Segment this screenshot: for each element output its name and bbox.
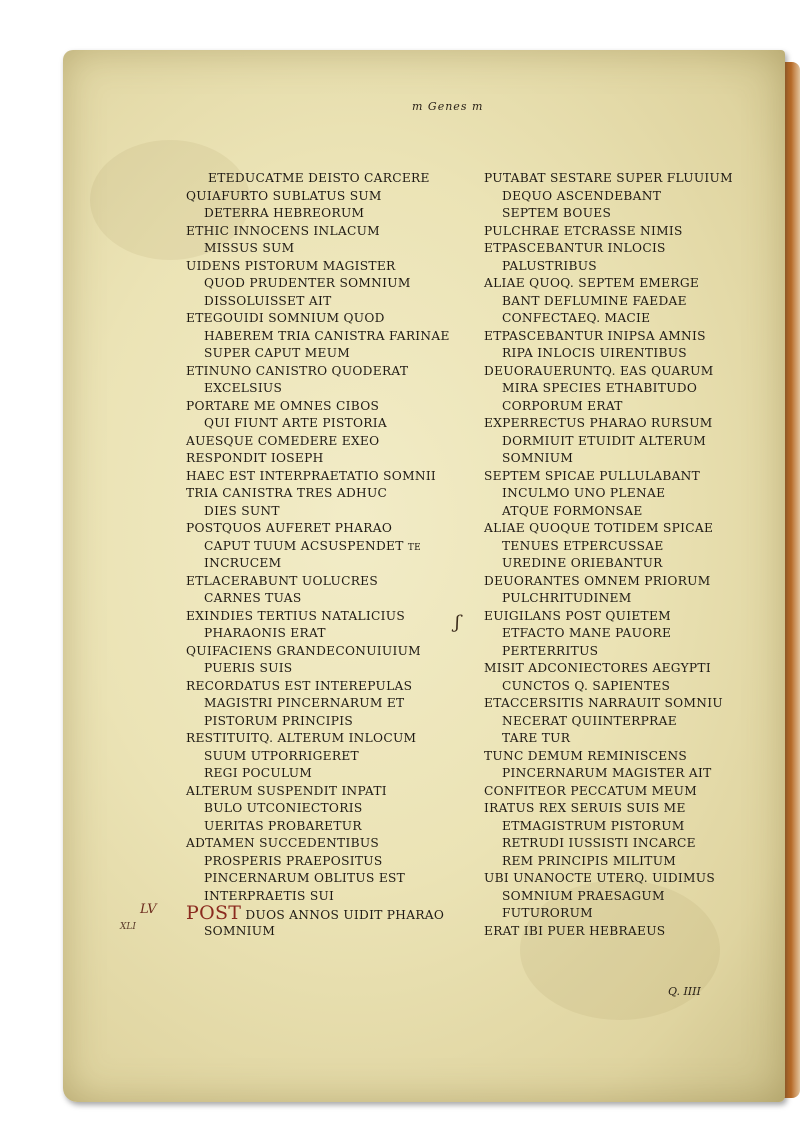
text-line: HABEREM TRIA CANISTRA FARINAE bbox=[204, 328, 450, 343]
rubricated-line bbox=[186, 902, 476, 924]
text-line: ALIAE QUOQUE TOTIDEM SPICAE bbox=[484, 521, 714, 535]
text-line: CORPORUM ERAT bbox=[502, 398, 623, 413]
text-line: MIRA SPECIES ETHABITUDO bbox=[502, 381, 698, 395]
text-line: INCRUCEM bbox=[204, 556, 282, 570]
text-line-rest: DUOS ANNOS UIDIT PHARAO bbox=[241, 908, 445, 922]
text-line: PORTARE ME OMNES CIBOS bbox=[186, 398, 380, 413]
text-line: ETFACTO MANE PAUORE bbox=[502, 626, 672, 640]
text-line: BULO UTCONIECTORIS bbox=[204, 801, 363, 815]
text-line: ATQUE FORMONSAE bbox=[502, 503, 643, 518]
text-line: RIPA INLOCIS UIRENTIBUS bbox=[502, 346, 687, 360]
text-line: DORMIUIT ETUIDIT ALTERUM bbox=[502, 433, 707, 448]
text-line: ETPASCEBANTUR INIPSA AMNIS bbox=[484, 328, 706, 343]
text-line: NECERAT QUIINTERPRAE bbox=[502, 713, 677, 728]
text-line: SUUM UTPORRIGERET bbox=[204, 748, 359, 763]
text-line: DETERRA HEBREORUM bbox=[204, 206, 365, 220]
text-line: DEQUO ASCENDEBANT bbox=[502, 188, 662, 203]
text-line: PROSPERIS PRAEPOSITUS bbox=[204, 853, 383, 868]
text-line: UERITAS PROBARETUR bbox=[204, 818, 362, 833]
text-line: PINCERNARUM MAGISTER AIT bbox=[502, 766, 712, 780]
text-line: RESTITUITQ. ALTERUM INLOCUM bbox=[186, 731, 417, 745]
text-line: REM PRINCIPIS MILITUM bbox=[502, 853, 677, 868]
right-text-column bbox=[484, 170, 774, 940]
text-line: QUIAFURTO SUBLATUS SUM bbox=[186, 188, 382, 203]
left-text-column bbox=[186, 170, 476, 940]
running-head: m Genes m bbox=[412, 100, 484, 113]
text-line: CONFITEOR PECCATUM MEUM bbox=[484, 783, 697, 798]
text-line: QUOD PRUDENTER SOMNIUM bbox=[204, 276, 411, 290]
text-line: PUERIS SUIS bbox=[204, 661, 293, 675]
text-line: TUNC DEMUM REMINISCENS bbox=[484, 748, 688, 763]
text-line: ADTAMEN SUCCEDENTIBUS bbox=[186, 836, 380, 850]
text-line: PISTORUM PRINCIPIS bbox=[204, 713, 354, 728]
text-line: INCULMO UNO PLENAE bbox=[502, 486, 666, 500]
text-line: MISIT ADCONIECTORES AEGYPTI bbox=[484, 661, 711, 675]
text-line: PULCHRAE ETCRASSE NIMIS bbox=[484, 223, 683, 238]
text-line: UREDINE ORIEBANTUR bbox=[502, 556, 663, 570]
text-line: EXINDIES TERTIUS NATALICIUS bbox=[186, 608, 406, 623]
text-line: MAGISTRI PINCERNARUM ET bbox=[204, 696, 405, 710]
text-line: ETPASCEBANTUR INLOCIS bbox=[484, 241, 666, 255]
rubric-initial: POST bbox=[186, 902, 242, 924]
text-line: SEPTEM SPICAE PULLULABANT bbox=[484, 468, 701, 483]
text-line: DEUORAUERUNTQ. EAS QUARUM bbox=[484, 363, 714, 378]
text-line: PERTERRITUS bbox=[502, 643, 599, 658]
text-line: CAPUT TUUM ACSUSPENDET te bbox=[204, 538, 422, 553]
text-line: ETEGOUIDI SOMNIUM QUOD bbox=[186, 311, 385, 325]
text-line: DIES SUNT bbox=[204, 503, 280, 518]
text-line: MISSUS SUM bbox=[204, 241, 295, 255]
text-line: INTERPRAETIS SUI bbox=[204, 888, 335, 903]
text-line: TRIA CANISTRA TRES ADHUC bbox=[186, 486, 388, 500]
text-line: TENUES ETPERCUSSAE bbox=[502, 538, 664, 553]
text-line: ETEDUCATME DEISTO CARCERE bbox=[208, 171, 430, 185]
text-line: PUTABAT SESTARE SUPER FLUUIUM bbox=[484, 171, 733, 185]
text-line: RECORDATUS EST INTEREPULAS bbox=[186, 678, 413, 693]
text-line: POSTQUOS AUFERET PHARAO bbox=[186, 521, 393, 535]
text-line: CUNCTOS Q. SAPIENTES bbox=[502, 678, 671, 693]
text-line: ETACCERSITIS NARRAUIT SOMNIU bbox=[484, 696, 723, 710]
text-line: EUIGILANS POST QUIETEM bbox=[484, 608, 671, 623]
text-line: ETMAGISTRUM PISTORUM bbox=[502, 818, 685, 833]
chapter-number: XLI bbox=[120, 922, 136, 932]
text-line: TARE TUR bbox=[502, 731, 571, 745]
text-line: EXCELSIUS bbox=[204, 381, 283, 395]
text-line: BANT DEFLUMINE FAEDAE bbox=[502, 293, 687, 308]
text-line: SOMNIUM bbox=[502, 451, 574, 465]
text-line: PULCHRITUDINEM bbox=[502, 591, 632, 605]
text-line: CONFECTAEQ. MACIE bbox=[502, 311, 651, 325]
text-line: ALIAE QUOQ. SEPTEM EMERGE bbox=[484, 276, 700, 290]
text-line: SOMNIUM PRAESAGUM bbox=[502, 888, 665, 903]
text-line: PINCERNARUM OBLITUS EST bbox=[204, 871, 406, 885]
text-line: SUPER CAPUT MEUM bbox=[204, 346, 351, 360]
text-line: PALUSTRIBUS bbox=[502, 258, 597, 273]
text-line: UBI UNANOCTE UTERQ. UIDIMUS bbox=[484, 871, 716, 885]
text-line: SOMNIUM bbox=[204, 923, 276, 938]
text-line: AUESQUE COMEDERE EXEO bbox=[186, 433, 380, 448]
text-line: ETLACERABUNT UOLUCRES bbox=[186, 573, 379, 588]
text-line: ALTERUM SUSPENDIT INPATI bbox=[186, 783, 387, 798]
text-line: HAEC EST INTERPRAETATIO SOMNII bbox=[186, 468, 437, 483]
text-line: PHARAONIS ERAT bbox=[204, 626, 326, 640]
text-line: DISSOLUISSET AIT bbox=[204, 293, 332, 308]
text-line: QUIFACIENS GRANDECONUIUIUM bbox=[186, 643, 421, 658]
text-line: RESPONDIT IOSEPH bbox=[186, 451, 324, 465]
text-line: ERAT IBI PUER HEBRAEUS bbox=[484, 923, 666, 938]
text-line: ETHIC INNOCENS INLACUM bbox=[186, 223, 380, 238]
text-line: DEUORANTES OMNEM PRIORUM bbox=[484, 573, 711, 588]
text-line: FUTURORUM bbox=[502, 906, 593, 920]
text-line: SEPTEM BOUES bbox=[502, 206, 612, 220]
text-line: RETRUDI IUSSISTI INCARCE bbox=[502, 836, 696, 850]
quire-signature: Q. IIII bbox=[668, 985, 701, 998]
text-line: QUI FIUNT ARTE PISTORIA bbox=[204, 416, 387, 430]
text-line: REGI POCULUM bbox=[204, 766, 313, 780]
marginal-tick-mark: ʃ bbox=[455, 612, 460, 633]
text-line: UIDENS PISTORUM MAGISTER bbox=[186, 258, 396, 273]
text-line: EXPERRECTUS PHARAO RURSUM bbox=[484, 416, 713, 430]
chapter-marginal-mark: LV bbox=[140, 902, 157, 917]
text-line: IRATUS REX SERUIS SUIS ME bbox=[484, 801, 686, 815]
text-line: CARNES TUAS bbox=[204, 591, 302, 605]
text-line: ETINUNO CANISTRO QUODERAT bbox=[186, 363, 409, 378]
